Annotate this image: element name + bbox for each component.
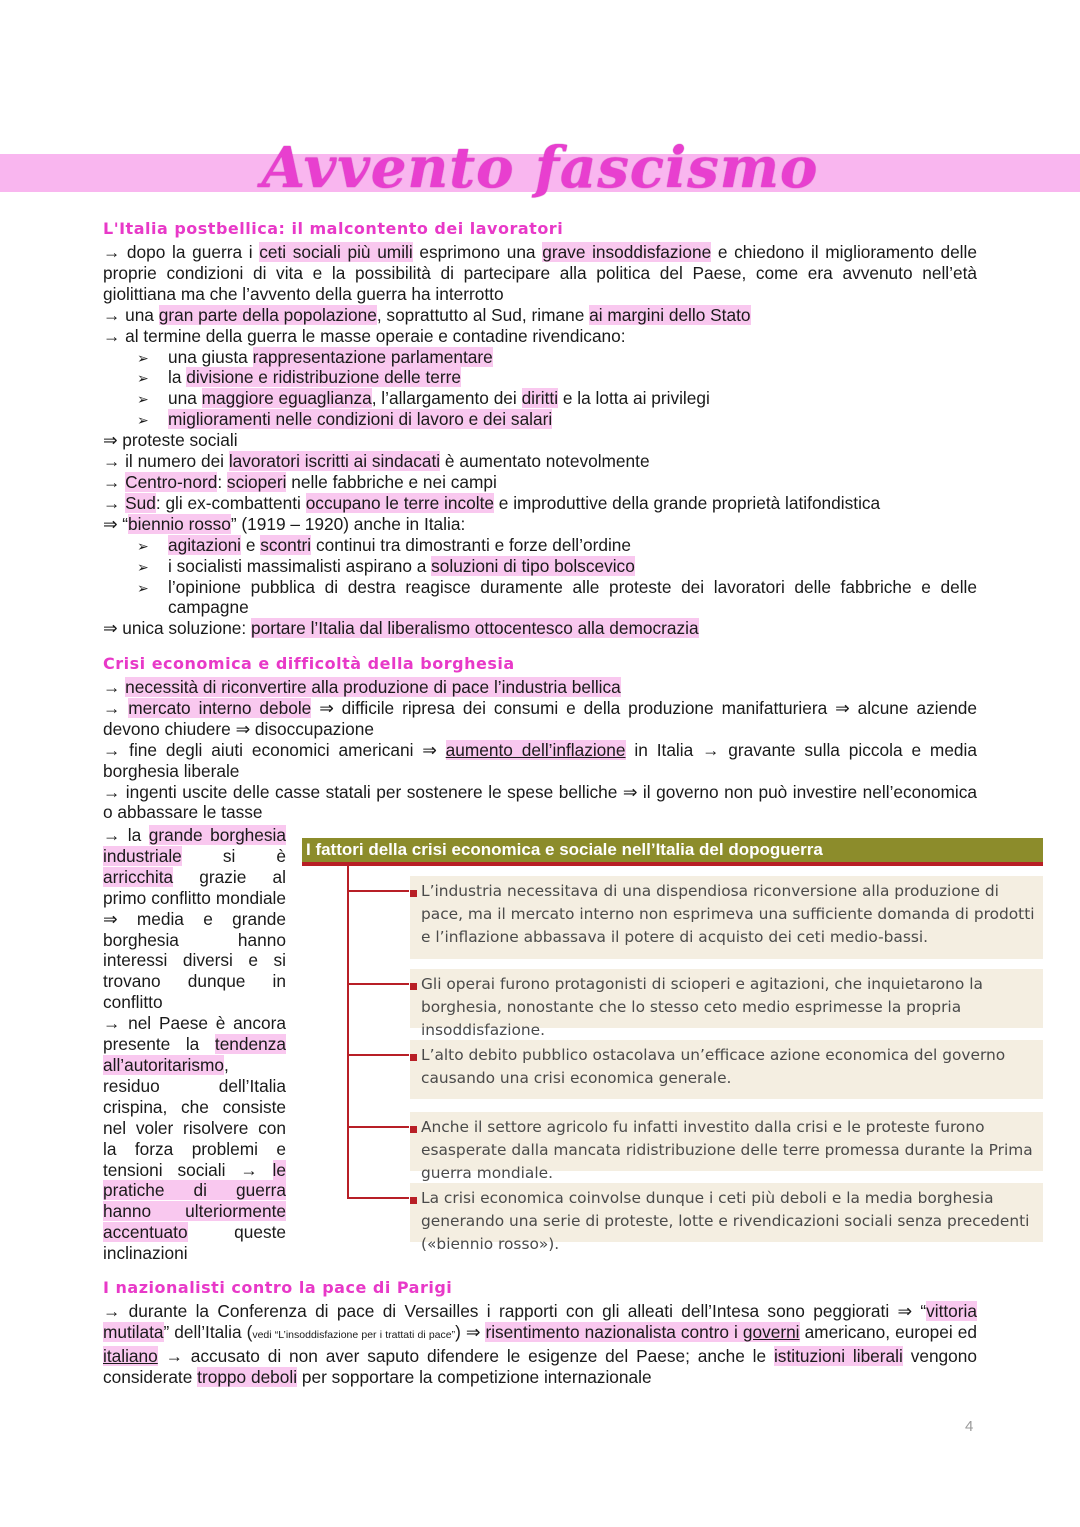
figure-item: L’industria necessitava di una dispendiosa riconversione alla produzione di pace, ma il mercato interno non esprimeva una sufficiente domanda di prodotti e l’inflazione abbassava il potere di acquisto dei ceti medio-bassi. — [410, 876, 1043, 959]
paragraph: → il numero dei lavoratori iscritti ai sindacati è aumentato notevolmente — [103, 451, 650, 472]
figure-connector — [347, 866, 349, 1198]
section-heading-postbellica: L'Italia postbellica: il malcontento dei lavoratori — [103, 219, 564, 238]
figure-item: Anche il settore agricolo fu infatti investito dalla crisi e le proteste furono esasperate dalla mancata ridistribuzione delle terre promessa durante la Prima guerra mondiale. — [410, 1112, 1043, 1171]
list-item: ➢ una maggiore eguaglianza, l’allargamento dei diritti e la lotta ai privilegi — [103, 388, 977, 409]
paragraph: → durante la Conferenza di pace di Versailles i rapporti con gli alleati dell’Intesa sono peggiorati ⇒ “vittoria mutilata” dell’Italia (vedi “L’insoddisfazione per i trattati di pace”) ⇒ risentimento nazionalista contro i governi americano, europei ed italiano → accusato di non aver saputo difendere le esigenze del Paese; anche le istituzioni liberali vengono considerate troppo deboli per sopportare la competizione internazionale — [103, 1301, 977, 1387]
paragraph: → una gran parte della popolazione, soprattutto al Sud, rimane ai margini dello Stato — [103, 304, 751, 325]
figure-item: Gli operai furono protagonisti di scioperi e agitazioni, che inquietarono la borghesia, nonostante che lo stesso ceto medio esprimesse la propria insoddisfazione. — [410, 969, 1043, 1028]
paragraph: → necessità di riconvertire alla produzione di pace l’industria bellica — [103, 677, 621, 697]
list-item: ➢ la divisione e ridistribuzione delle terre — [103, 367, 977, 388]
paragraph: ⇒ “biennio rosso” (1919 – 1920) anche in Italia: — [103, 513, 466, 534]
narrow-column — [103, 825, 286, 1264]
paragraph: → Sud: gli ex-combattenti occupano le terre incolte e improduttive della grande proprietà latifondistica — [103, 492, 881, 513]
figure-branch — [347, 1054, 409, 1056]
paragraph: ⇒ proteste sociali — [103, 430, 238, 451]
list-item: ➢ i socialisti massimalisti aspirano a soluzioni di tipo bolscevico — [103, 556, 977, 577]
paragraph: → al termine della guerra le masse operaie e contadine rivendicano: — [103, 325, 626, 346]
section-crisi-body — [103, 677, 977, 823]
paragraph: → dopo la guerra i ceti sociali più umili esprimono una grave insoddisfazione e chiedono il miglioramento delle proprie condizioni di vita e la possibilità di partecipare alla politica del Paese, come era avvenuto nell’età giolittiana ma che l’avvento della guerra ha interrotto — [103, 242, 977, 304]
paragraph: → fine degli aiuti economici americani ⇒ aumento dell’inflazione in Italia → gravante sulla piccola e media borghesia liberale — [103, 739, 977, 781]
paragraph: → nel Paese è ancora presente la tendenza all’autoritarismo, residuo dell’Italia crispina, che consiste nel voler risolvere con la forza problemi e tensioni sociali → le pratiche di guerra hanno ulteriormente accentuato queste inclinazioni — [103, 1013, 286, 1264]
figure-title: I fattori della crisi economica e sociale nell’Italia del dopoguerra — [302, 838, 1043, 862]
list-item: ➢ miglioramenti nelle condizioni di lavoro e dei salari — [103, 409, 977, 430]
figure-branch — [347, 1126, 409, 1128]
list-item: ➢ l’opinione pubblica di destra reagisce duramente alle proteste dei lavoratori delle fabbriche e delle campagne — [103, 577, 977, 619]
figure-branch — [347, 1197, 409, 1199]
figure-item: L’alto debito pubblico ostacolava un’efficace azione economica del governo causando una crisi economica generale. — [410, 1040, 1043, 1099]
section-postbellica-body — [103, 242, 977, 639]
figure-branch — [347, 890, 409, 892]
page-title: Avvento fascismo — [261, 135, 819, 201]
section-heading-nazionalisti: I nazionalisti contro la pace di Parigi — [103, 1278, 453, 1297]
paragraph: ⇒ unica soluzione: portare l’Italia dal liberalismo ottocentesco alla democrazia — [103, 618, 699, 639]
paragraph: → ingenti uscite delle casse statali per sostenere le spese belliche ⇒ il governo non può investire nell’economica o abbassare le tasse — [103, 781, 977, 823]
figure-branch — [347, 983, 409, 985]
page-number: 4 — [965, 1418, 974, 1435]
crisis-factors-figure — [302, 838, 1044, 1253]
section-heading-crisi: Crisi economica e difficoltà della borghesia — [103, 654, 515, 673]
section-nazionalisti-body — [103, 1301, 977, 1388]
paragraph: → la grande borghesia industriale si è arricchita grazie al primo conflitto mondiale ⇒ media e grande borghesia hanno interessi diversi e si trovano dunque in conflitto — [103, 825, 286, 1013]
paragraph: → Centro-nord: scioperi nelle fabbriche e nei campi — [103, 471, 497, 492]
figure-item: La crisi economica coinvolse dunque i ceti più deboli e la media borghesia generando una serie di proteste, lotte e rivendicazioni sociali senza precedenti («biennio rosso»). — [410, 1183, 1043, 1242]
list-item: ➢ agitazioni e scontri continui tra dimostranti e forze dell’ordine — [103, 535, 977, 556]
paragraph: → mercato interno debole ⇒ difficile ripresa dei consumi e della produzione manifatturiera ⇒ alcune aziende devono chiudere ⇒ disoccupazione — [103, 697, 977, 739]
list-item: ➢ una giusta rappresentazione parlamentare — [103, 347, 977, 368]
figure-rule — [302, 862, 1043, 866]
